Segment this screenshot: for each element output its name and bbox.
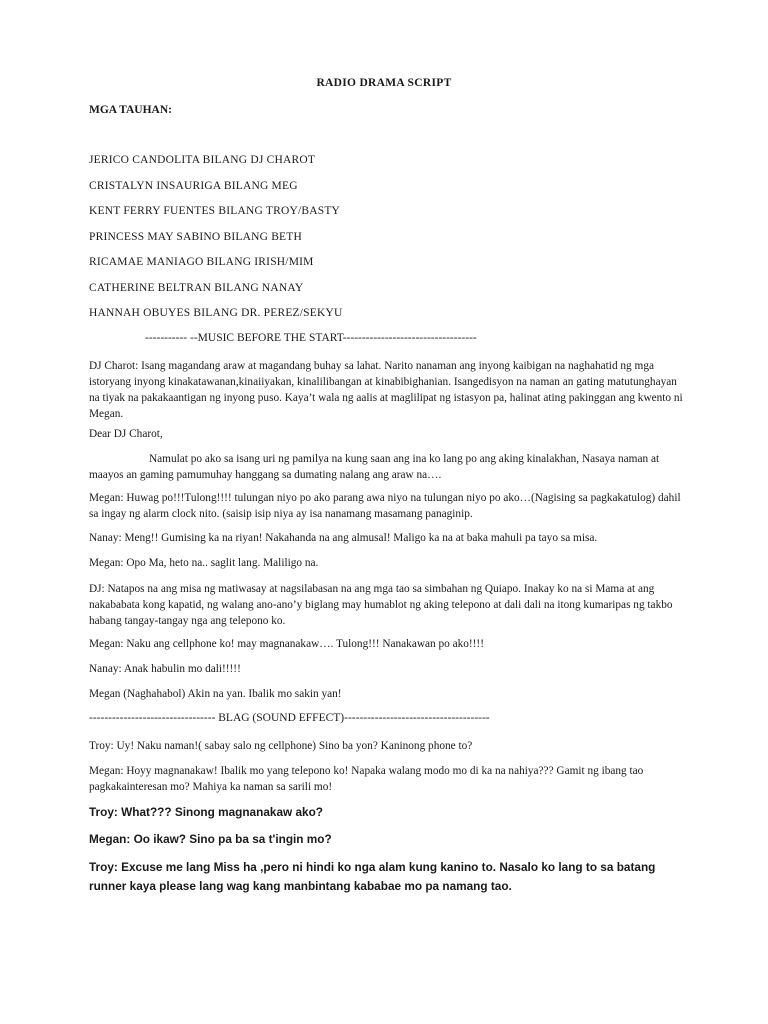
cast-heading: MGA TAUHAN: bbox=[89, 104, 172, 116]
script-line-megan: Megan: Opo Ma, heto na.. saglit lang. Maliligo na. bbox=[89, 557, 319, 569]
script-line-troy: Troy: Uy! Naku naman!( sabay salo ng cellphone) Sino ba yon? Kaninong phone to? bbox=[89, 740, 473, 752]
cast-member: CATHERINE BELTRAN BILANG NANAY bbox=[89, 282, 304, 294]
script-line-megan: Megan (Naghahabol) Akin na yan. Ibalik mo sakin yan! bbox=[89, 688, 342, 700]
script-line-megan: Megan: Naku ang cellphone ko! may magnanakaw…. Tulong!!! Nanakawan po ako!!!! bbox=[89, 638, 484, 650]
script-line-megan-bold: Megan: Oo ikaw? Sino pa ba sa t'ingin mo? bbox=[89, 832, 332, 846]
cast-member: KENT FERRY FUENTES BILANG TROY/BASTY bbox=[89, 205, 341, 217]
blag-divider: --------------------------------- BLAG (SOUND EFFECT)-------------------------------------- bbox=[89, 712, 490, 724]
script-line-dear: Dear DJ Charot, bbox=[89, 428, 163, 440]
cast-member: JERICO CANDOLITA BILANG DJ CHAROT bbox=[89, 154, 316, 166]
cast-member: RICAMAE MANIAGO BILANG IRISH/MIM bbox=[89, 256, 314, 268]
script-line-troy-bold: Troy: What??? Sinong magnanakaw ako? bbox=[89, 805, 323, 819]
script-line-megan: Megan: Huwag po!!!Tulong!!!! tulungan niyo po ako parang awa niyo na tulungan niyo po ako…(Nagising sa pagkakatulog) dahil sa ingay ng alarm clock nito. (saisip isip niya ay isa nanamang masamang panaginip. bbox=[89, 492, 681, 520]
cast-member: PRINCESS MAY SABINO BILANG BETH bbox=[89, 231, 303, 243]
script-line-nanay: Nanay: Meng!! Gumising ka na riyan! Nakahanda na ang almusal! Maligo ka na at baka mahuli pa tayo sa misa. bbox=[89, 532, 598, 544]
script-line-megan: Megan: Hoyy magnanakaw! Ibalik mo yang telepono ko! Napaka walang modo mo di ka na nahiya??? Gamit ng ibang tao pagkakainteresan mo? Mahiya ka naman sa sarili mo! bbox=[89, 765, 644, 793]
script-line-nanay: Nanay: Anak habulin mo dali!!!!! bbox=[89, 663, 241, 675]
script-line-dj: DJ: Natapos na ang misa ng matiwasay at nagsilabasan na ang mga tao sa simbahan ng Quiapo. Inakay ko na si Mama at ang nakababata kong kapatid, ng walang ano-ano’y biglang may humablot ng aking telepono at dali dali na itong kumaripas ng takbo habang tangay-tangay nga ang telepono ko. bbox=[89, 583, 673, 627]
cast-member: HANNAH OBUYES BILANG DR. PEREZ/SEKYU bbox=[89, 307, 343, 319]
document-title: RADIO DRAMA SCRIPT bbox=[316, 77, 452, 89]
script-line-letter: Namulat po ako sa isang uri ng pamilya na kung saan ang ina ko lang po ang aking kinalakhan, Nasaya naman at maayos an gaming pamumuhay hanggang sa dumating nalang ang araw na…. bbox=[89, 453, 660, 481]
cast-member: CRISTALYN INSAURIGA BILANG MEG bbox=[89, 180, 298, 192]
script-line-dj-charot: DJ Charot: Isang magandang araw at magandang buhay sa lahat. Narito nanaman ang inyong kaibigan na naghahatid ng mga istoryang inyong kinakatawanan,kinaiiyakan, kinalilibangan at kinabibighanian. Isangedisyon na naman an gating matutunghayan na tiyak na pakakaantigan ng inyong puso. Kaya’t wala ng aalis at maglilipat ng istasyon pa, halinat ating pakinggan ang kwento ni Megan. bbox=[89, 360, 683, 420]
script-line-troy-bold: Troy: Excuse me lang Miss ha ,pero ni hindi ko nga alam kung kanino to. Nasalo ko lang to sa batang runner kaya please lang wag kang manbintang kababae mo pa namang tao. bbox=[89, 860, 656, 893]
music-divider: ----------- --MUSIC BEFORE THE START----------------------------------- bbox=[145, 332, 477, 344]
